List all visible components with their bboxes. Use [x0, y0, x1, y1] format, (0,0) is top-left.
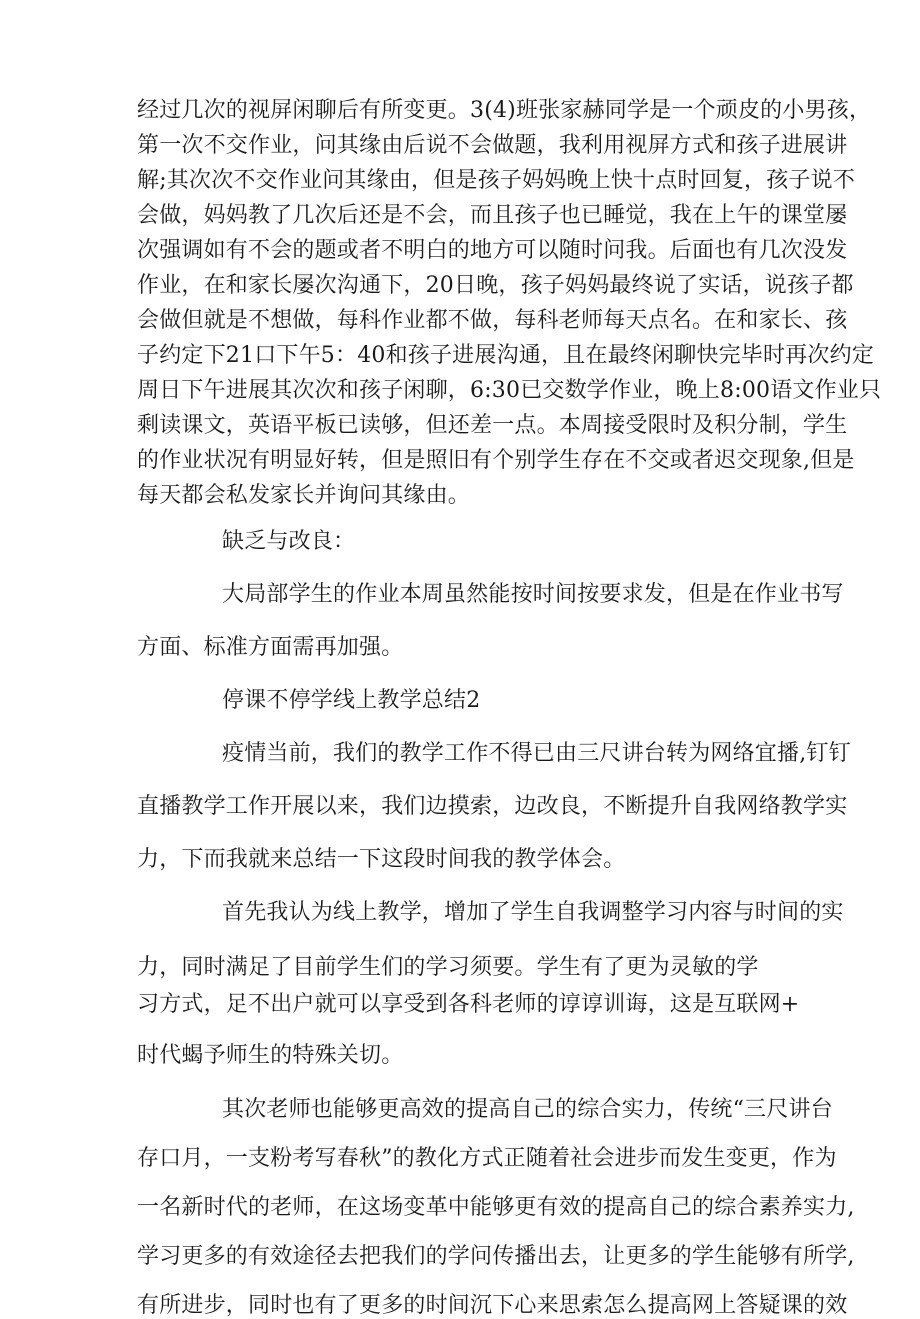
- paragraph-4-line-2: 力，同时满足了目前学生们的学习须要。学生有了更为灵敏的学: [137, 955, 759, 980]
- paragraph-4-line-4: 时代蝎予师生的特殊关切。: [137, 1043, 404, 1068]
- paragraph-1-line-6: 作业，在和家长屡次沟通下，20日晚，孩子妈妈最终说了实话，说孩子都: [137, 273, 854, 298]
- paragraph-1-line-10: 剩读课文，英语平板已读够，但还差一点。本周接受限时及积分制，学生: [137, 413, 848, 438]
- paragraph-3-line-3: 力，下而我就来总结一下这段时间我的教学体会。: [137, 847, 626, 872]
- paragraph-5-line-1: 其次老师也能够更高效的提高自己的综合实力，传统“三尺讲台: [222, 1097, 833, 1122]
- paragraph-1-line-7: 会做但就是不想做，每科作业都不做，每科老师每天点名。在和家长、孩: [137, 308, 848, 333]
- paragraph-1-line-1: 经过几次的视屏闲聊后有所变更。3(4)班张家赫同学是一个顽皮的小男孩，: [137, 98, 872, 123]
- paragraph-5-line-5: 有所进步，同时也有了更多的时间沉下心来思索怎么提高网上答疑课的效: [137, 1293, 848, 1318]
- heading-shortcomings: 缺乏与改良：: [222, 529, 356, 554]
- paragraph-4-line-3: 习方式，足不出户就可以享受到各科老师的谆谆训诲，这是互联网+: [137, 992, 800, 1017]
- paragraph-1-line-2: 第一次不交作业，问其缘由后说不会做题，我利用视屏方式和孩子进展讲: [137, 133, 848, 158]
- paragraph-2-line-1: 大局部学生的作业本周虽然能按时间按要求发，但是在作业书写: [222, 582, 844, 607]
- paragraph-3-line-2: 直播教学工作开展以来，我们边摸索，边改良，不断提升自我网络教学实: [137, 794, 848, 819]
- paragraph-2-line-2: 方面、标准方面需再加强。: [137, 635, 404, 660]
- heading-summary-2: 停课不停学线上教学总结2: [222, 688, 481, 713]
- paragraph-1-line-4: 会做，妈妈教了几次后还是不会，而且孩子也已睡觉，我在上午的课堂屡: [137, 203, 848, 228]
- paragraph-5-line-3: 一名新时代的老师，在这场变革中能够更有效的提高自己的综合素养实力,: [137, 1195, 855, 1220]
- paragraph-1-line-5: 次强调如有不会的题或者不明白的地方可以随时问我。后面也有几次没发: [137, 238, 848, 263]
- paragraph-5-line-2: 存口月，一支粉考写春秋”的教化方式正随着社会进步而发生变更，作为: [137, 1146, 837, 1171]
- paragraph-1-line-9: 周日下午进展其次次和孩子闲聊，6:30已交数学作业，晚上8:00语文作业只: [137, 378, 882, 403]
- paragraph-1-line-8: 子约定下21口下午5：40和孩子进展沟通，且在最终闲聊快完毕时再次约定: [137, 343, 874, 368]
- paragraph-1-line-11: 的作业状况有明显好转，但是照旧有个别学生存在不交或者迟交现象,但是: [137, 448, 855, 473]
- paragraph-4-line-1: 首先我认为线上教学，增加了学生自我调整学习内容与时间的实: [222, 900, 844, 925]
- paragraph-3-line-1: 疫情当前，我们的教学工作不得已由三尺讲台转为网络宜播,钉钉: [222, 741, 851, 766]
- paragraph-1-line-12: 每天都会私发家长并询问其缘由。: [137, 483, 471, 508]
- paragraph-5-line-4: 学习更多的有效途径去把我们的学问传播出去，让更多的学生能够有所学,: [137, 1244, 855, 1269]
- paragraph-1-line-3: 解;其次次不交作业问其缘由，但是孩子妈妈晚上快十点时回复，孩子说不: [137, 168, 856, 193]
